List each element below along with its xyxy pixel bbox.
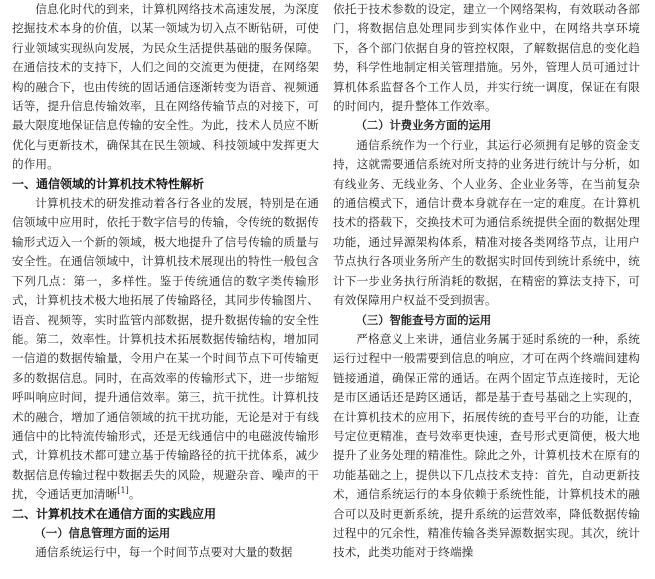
left-column — [12, 0, 319, 563]
section-heading-1: 一、通信领域的计算机技术特性解析 — [12, 176, 205, 191]
smart-lookup-paragraph: 严格意义上来讲，通信业务属于延时系统的一种，系统运行过程中一般需要到信息的响应，才可在两个终端间建构链接通道，确保正常的通话。在两个固定节点连接时，无论是市区通话还是跨区通话，都是基于查号基础之上实现的，在计算机技术的应用下，拓展传统的查号平台的功能，让查号定位更精准，查号效率更快速，查号形式更简便，极大地提升了业务处理的精准性。除此之外，计算机技术在原有的功能基础之上，提供以下几点技术支持：首先，自动更新技术，通信系统运行的本身依赖于系统性能，计算机技术的融合可以及时更新系统，提升系统的运营效率，降低数据传输过程中的冗余性，精准传输各类异源数据实现。其次，统计技术，此类功能对于终端操 — [333, 331, 640, 560]
billing-paragraph: 通信系统作为一个行业，其运行必须拥有足够的资金支持，这就需要通信系统对所支持的业务进行统计与分析，如有线业务、无线业务、个人业务、企业业务等，在当前复杂的通信模式下，通信计费本身就存在一定的难度。在计算机技术的搭载下，交换技术可为通信系统提供全面的数据处理功能，通过异源架构体系，精准对接各类网络节点，让用户节点执行各项业务所产生的数据实时回传到统计系统中，统计下一步业务执行所消耗的数据，在精密的算法支持下，可有效保障用户权益不受到损害。 — [333, 137, 640, 308]
intro-paragraph: 信息化时代的到来，计算机网络技术高速发展，为深度挖掘技术本身的价值，以某一领域为切入点不断钻研，可使行业领域实现纵向发展，为民众生活提供基础的服务保障。在通信技术的支持下，人们之间的交流更为便捷，在网络架构的融合下，也由传统的固话通信逐渐转变为语音、视频通话等，提升信息传输效率，且在网络传输节点的对接下，可最大限度地保证信息传输的安全性。为此，技术人员应不断优化与更新技术，确保其在民生领域、科技领域中发挥更大的作用。 — [12, 2, 319, 172]
subsection-heading-smart-lookup: （三）智能查号方面的运用 — [355, 313, 492, 327]
right-column — [333, 0, 640, 563]
section-1-text: 计算机技术的研发推动着各行各业的发展，特别是在通信领域中应用时，依托于数字信号的传输，令传统的数据传输形式迈入一个新的领域，极大地提升了信号传输的质量与安全性。在通信领域中，计算机技术展现出的特性一般包含下列几点：第一，多样性。鉴于传统通信的数字类传输形式，计算机技术极大地拓展了传输路径，其同步传输图片、语音、视频等，实时监管内部数据，提升数据传输的安全性能。第二，效率性。计算机技术拓展数据传输结构，增加同一信道的数据传输量，令用户在某一个时间节点下可传输更多的数据信息。同时，在高效率的传输形式下，进一步缩短呼叫响应时间，提升通信效率。第三，抗干扰性。计算机技术的融合，增加了通信领域的抗干扰功能，无论是对于有线通信中的比特流传输形式，还是无线通信中的电磁波传输形式，计算机技术都可建立基于传输路径的抗干扰体系，减少数据信息传输过程中数据丢失的风险，规避杂音、噪声的干扰，令通话更加清晰 — [12, 196, 319, 502]
subsection-heading-info-management: （一）信息管理方面的运用 — [34, 526, 171, 540]
section-1-end: 。 — [128, 487, 141, 502]
info-management-paragraph-start: 通信系统运行中，每一个时间节点要对大量的数据 — [35, 545, 293, 560]
citation-ref-1[interactable]: [1] — [117, 486, 129, 496]
section-1-paragraph — [12, 194, 319, 505]
subsection-heading-billing: （二）计费业务方面的运用 — [355, 119, 492, 133]
section-heading-2: 二、计算机技术在通信方面的实践应用 — [12, 506, 217, 521]
info-management-paragraph-continued: 依托于技术参数的设定，建立一个网络架构，有效联动各部门，将数据信息处理同步到实体作业中，在网络共享环境下，各个部门依据自身的管控权限，了解数据信息的变化趋势，科学性地制定相关管理措施。另外，管理人员可通过计算机体系监督各个工作人员，并实行统一调度，保证在有限的时间内，提升整体工作效率。 — [333, 2, 640, 114]
